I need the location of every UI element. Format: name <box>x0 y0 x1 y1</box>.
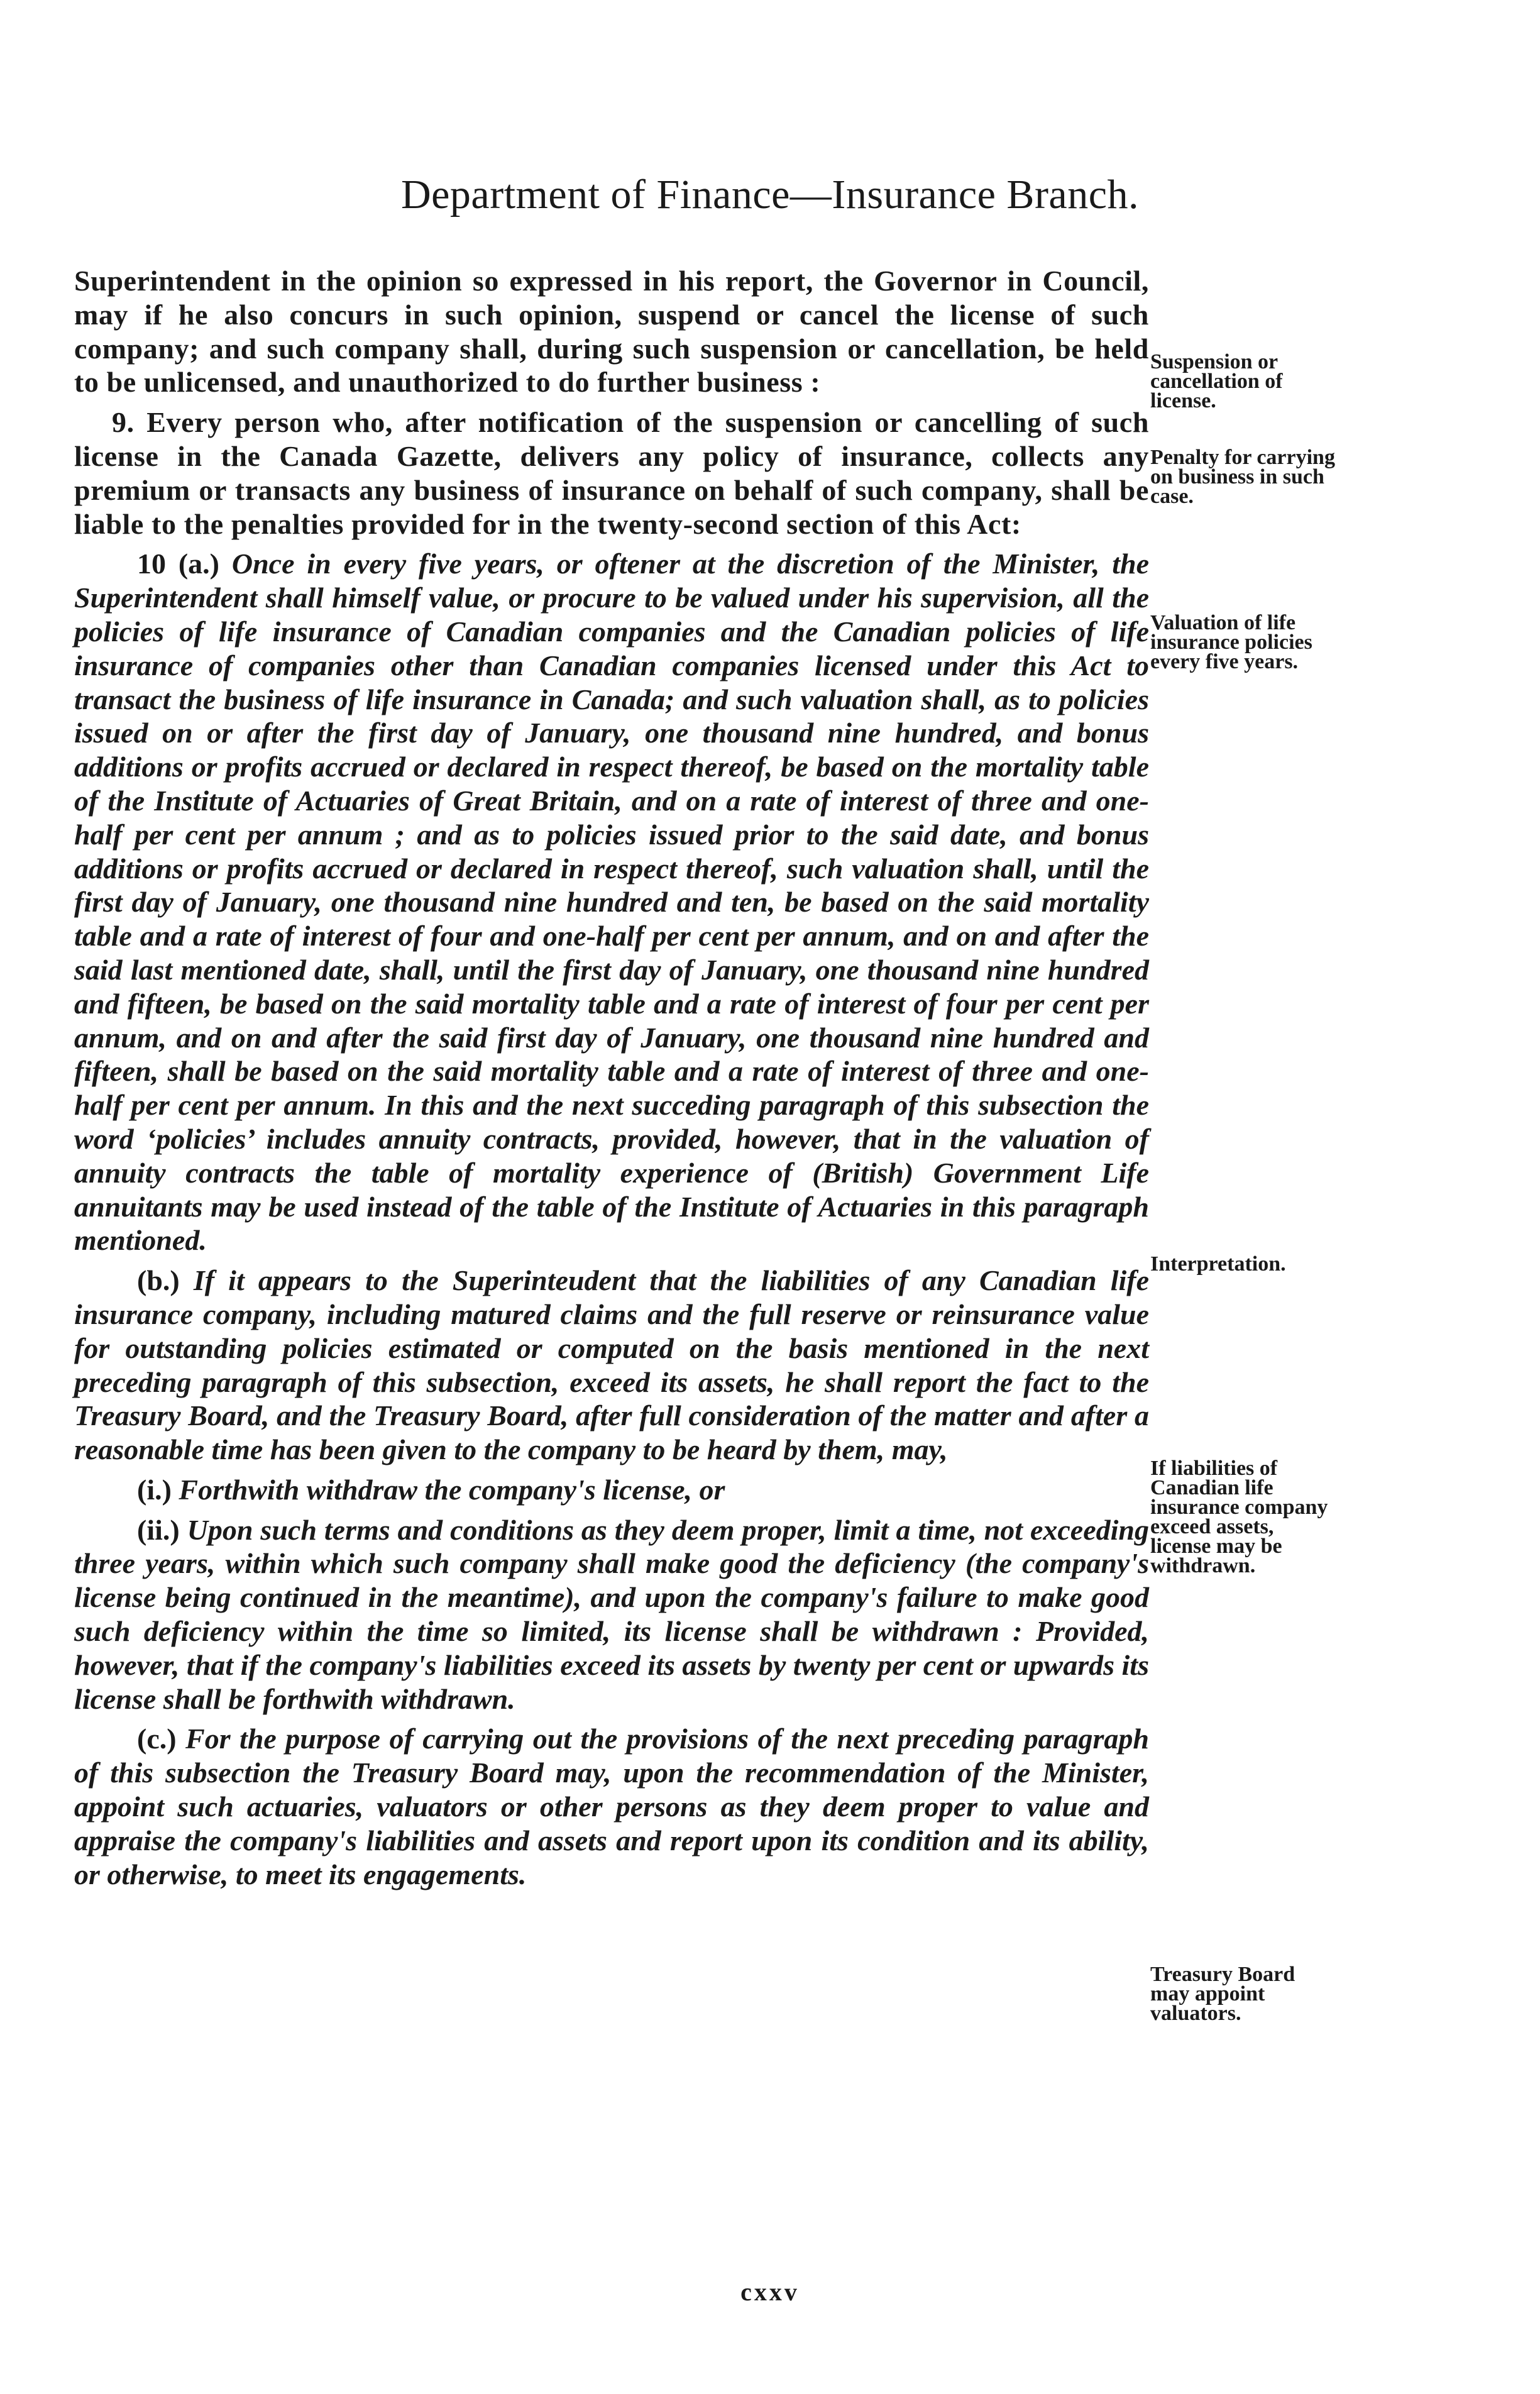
margin-note-valuation: Valuation of life insurance policies every five years. <box>1150 611 1312 673</box>
paragraph-continuation: Superintendent in the opinion so expressed in his report, the Governor in Council, may if he also concurs in such opinion, suspend or cancel the license of such company; and such company shall, during such suspension or cancellation, be held to be unlicensed, and unauthorized to do further business : <box>74 265 1149 399</box>
page-title: Department of Finance—Insurance Branch. <box>400 172 1140 218</box>
section-10b <box>74 1264 1149 1467</box>
section-10b-label: (b.) <box>137 1264 180 1297</box>
section-10a-label: 10 (a.) <box>137 548 219 580</box>
section-10b-ii <box>74 1513 1149 1716</box>
section-10c-label: (c.) <box>137 1723 177 1755</box>
margin-note-liabilities: If liabilities of Canadian life insurance company exceed assets, license may be withdrawn. <box>1150 1457 1328 1577</box>
section-10a-text: Once in every five years, or oftener at the discretion of the Minister, the Superintendent shall himself value, or procure to be valued under his supervision, all the policies of life insurance of Canadian companies and the Canadian policies of life insurance of companies other than Canadian companies licensed under this Act to transact the business of life insurance in Canada; and such valuation shall, as to policies issued on or after the first day of January, one thousand nine hundred, and bonus additions or profits accrued or declared in respect thereof, be based on the mortality table of the Institute of Actuaries of Great Britain, and on a rate of interest of three and one-half per cent per annum ; and as to policies issued prior to the said date, and bonus additions or profits accrued or declared in respect thereof, such valuation shall, until the first day of January, one thousand nine hundred and ten, be based on the said mortality table and a rate of interest of four and one-half per cent per annum, and on and after the said last mentioned date, shall, until the first day of January, one thousand nine hundred and fifteen, be based on the said mortality table and a rate of interest of four per cent per annum, and on and after the said first day of January, one thousand nine hundred and fifteen, shall be based on the said mortality table and a rate of interest of three and one-half per cent per annum. In this and the next succeding paragraph of this subsection the word ‘policies’ includes annuity contracts, provided, however, that in the valuation of annuity contracts the table of mortality experience of (British) Government Life annuitants may be used instead of the table of the Institute of Actuaries in this paragraph mentioned. <box>74 548 1149 1257</box>
section-10a <box>74 547 1149 1257</box>
section-10b-text: If it appears to the Superinteudent that the liabilities of any Canadian life insurance company, including matured claims and the full reserve or reinsurance value for outstanding policies estimated or computed on the basis mentioned in the next preceding paragraph of this subsection, exceed its assets, he shall report the fact to the Treasury Board, and the Treasury Board, after full consideration of the matter and after a reasonable time has been given to the company to be heard by them, may, <box>74 1264 1149 1466</box>
section-10b-ii-text: Upon such terms and conditions as they deem proper, limit a time, not exceeding three years, within which such company shall make good the deficiency (the company's license being continued in the meantime), and upon the company's failure to make good such deficiency within the time so limited, its license shall be withdrawn : Provided, however, that if the company's liabilities exceed its assets by twenty per cent or upwards its license shall be forthwith withdrawn. <box>74 1513 1150 1715</box>
margin-note-treasury: Treasury Board may appoint valuators. <box>1150 1963 1295 2025</box>
page-number: cxxv <box>740 2278 800 2306</box>
section-10c <box>74 1722 1149 1891</box>
margin-note-interpretation: Interpretation. <box>1150 1252 1286 1276</box>
section-10b-i-label: (i.) <box>137 1473 172 1506</box>
section-10c-text: For the purpose of carrying out the provisions of the next preceding paragraph of this subsection the Treasury Board may, upon the recommendation of the Minister, appoint such actuaries, valuators or other persons as they deem proper to value and appraise the company's liabilities and assets and report upon its condition and its ability, or otherwise, to meet its engagements. <box>74 1723 1149 1890</box>
section-10b-ii-label: (ii.) <box>137 1513 180 1546</box>
margin-note-suspension: Suspension or cancellation of license. <box>1150 350 1283 412</box>
main-text <box>74 264 1149 1897</box>
section-9: 9. Every person who, after notification of the suspension or cancelling of such license in the Canada Gazette, delivers any policy of insurance, collects any premium or transacts any business of insurance on behalf of such company, shall be liable to the penalties provided for in the twenty-second section of this Act: <box>74 406 1149 540</box>
margin-note-penalty: Penalty for carrying on business in such case. <box>1150 446 1335 508</box>
section-10b-i-text: Forthwith withdraw the company's license, or <box>179 1473 725 1506</box>
section-10b-i <box>74 1473 1149 1507</box>
